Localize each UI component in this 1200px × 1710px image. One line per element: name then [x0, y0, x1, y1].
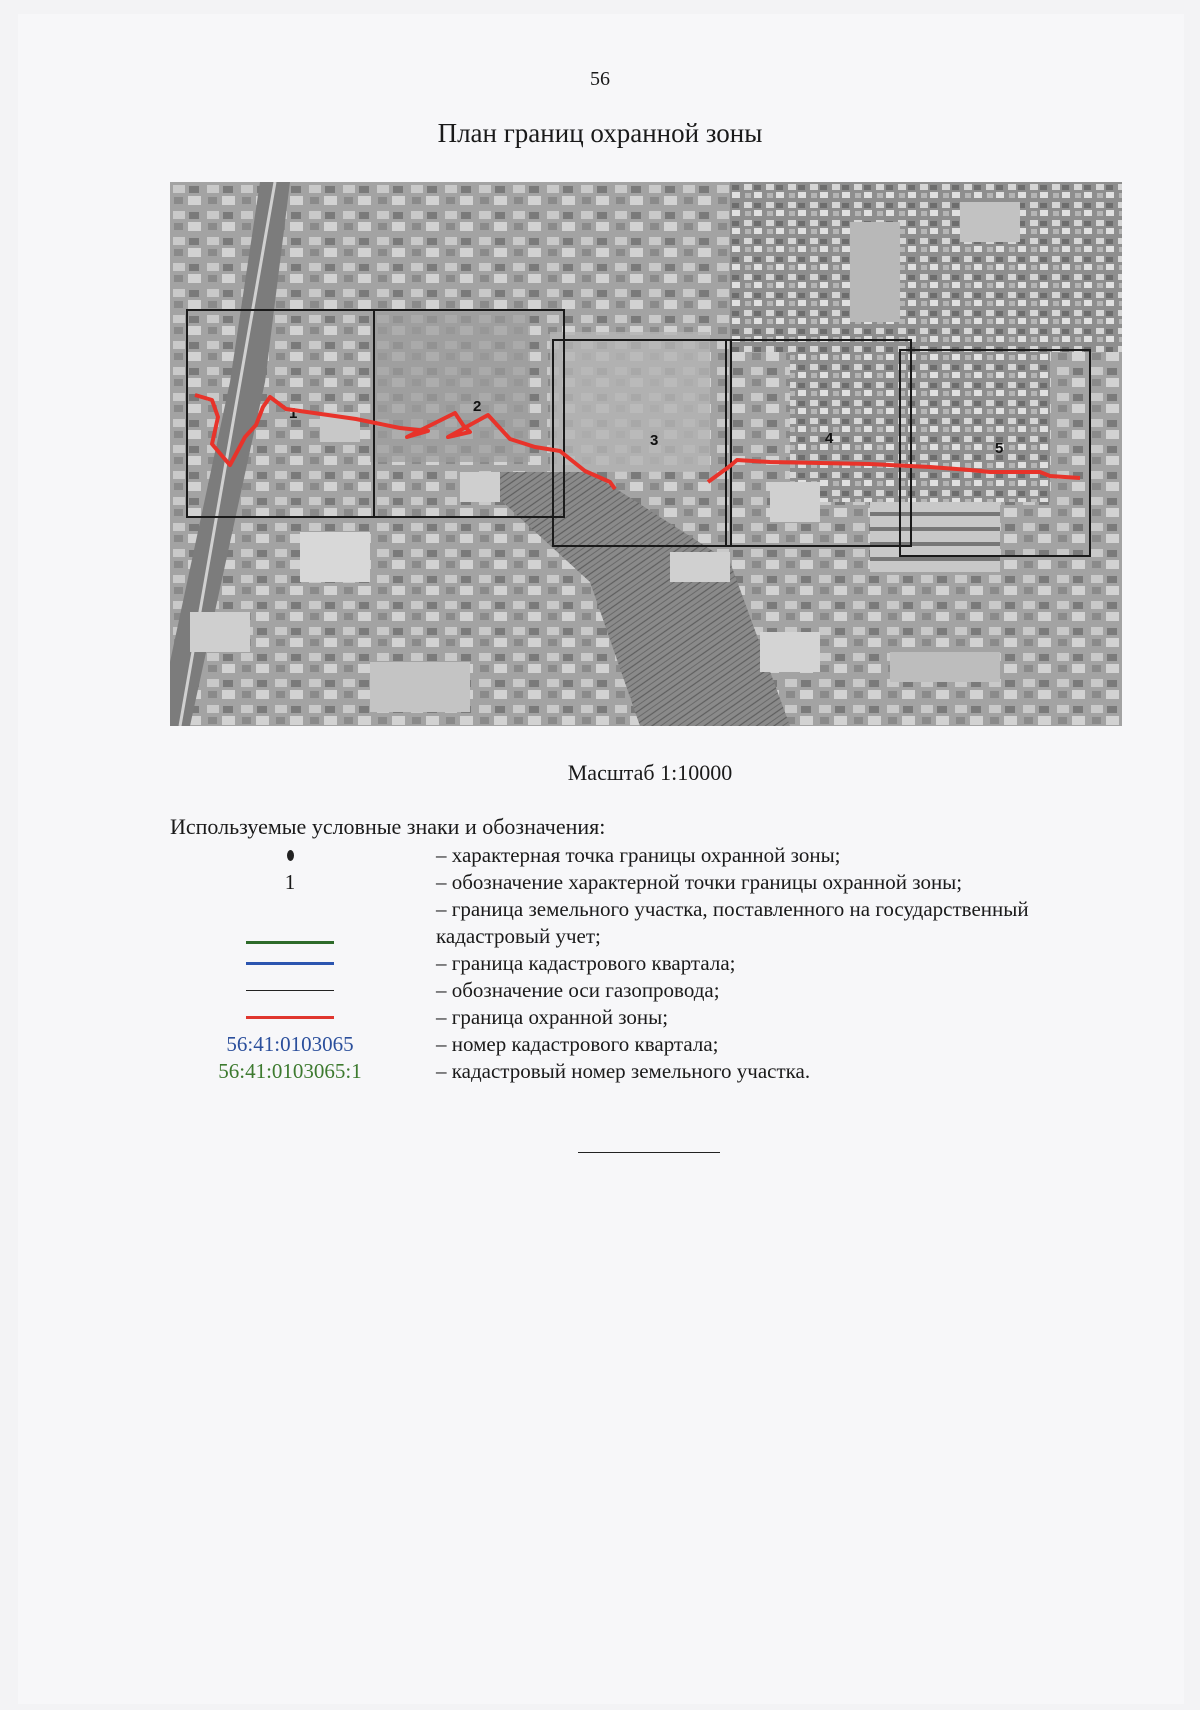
section-label: 1 [289, 405, 298, 422]
page-number: 56 [590, 68, 610, 90]
legend-item: – граница охранной зоны; [170, 1004, 1130, 1031]
legend-item: – граница земельного участка, поставленного на государственный кадастровый учет; [170, 896, 1130, 950]
aerial-map [170, 182, 1122, 726]
page-title: План границ охранной зоны [437, 118, 763, 148]
legend-item: 56:41:0103065 – номер кадастрового квартала; [226, 1032, 719, 1056]
legend-item: – обозначение оси газопровода; [170, 977, 1130, 1004]
legend-title: Используемые условные знаки и обозначения: [170, 814, 606, 839]
map-canvas [170, 182, 1122, 726]
legend-item: – характерная точка границы охранной зоны; [170, 842, 1130, 869]
section-label: 4 [825, 430, 834, 447]
legend-item: 56:41:0103065:1 – кадастровый номер земельного участка. [218, 1059, 811, 1083]
end-rule [578, 1152, 720, 1153]
section-label: 5 [995, 440, 1004, 457]
black-line-icon [246, 990, 334, 991]
legend-item: 1 – обозначение характерной точки границы охранной зоны; [284, 870, 963, 894]
blue-line-icon [246, 962, 334, 965]
legend-item: – граница кадастрового квартала; [170, 950, 1130, 977]
point-dot-icon [287, 850, 294, 861]
section-label: 3 [650, 432, 659, 449]
map-scale: Масштаб 1:10000 [567, 760, 733, 785]
red-line-icon [246, 1016, 334, 1019]
legend [170, 842, 1130, 1085]
green-line-icon [246, 941, 334, 944]
section-label: 2 [473, 398, 482, 415]
